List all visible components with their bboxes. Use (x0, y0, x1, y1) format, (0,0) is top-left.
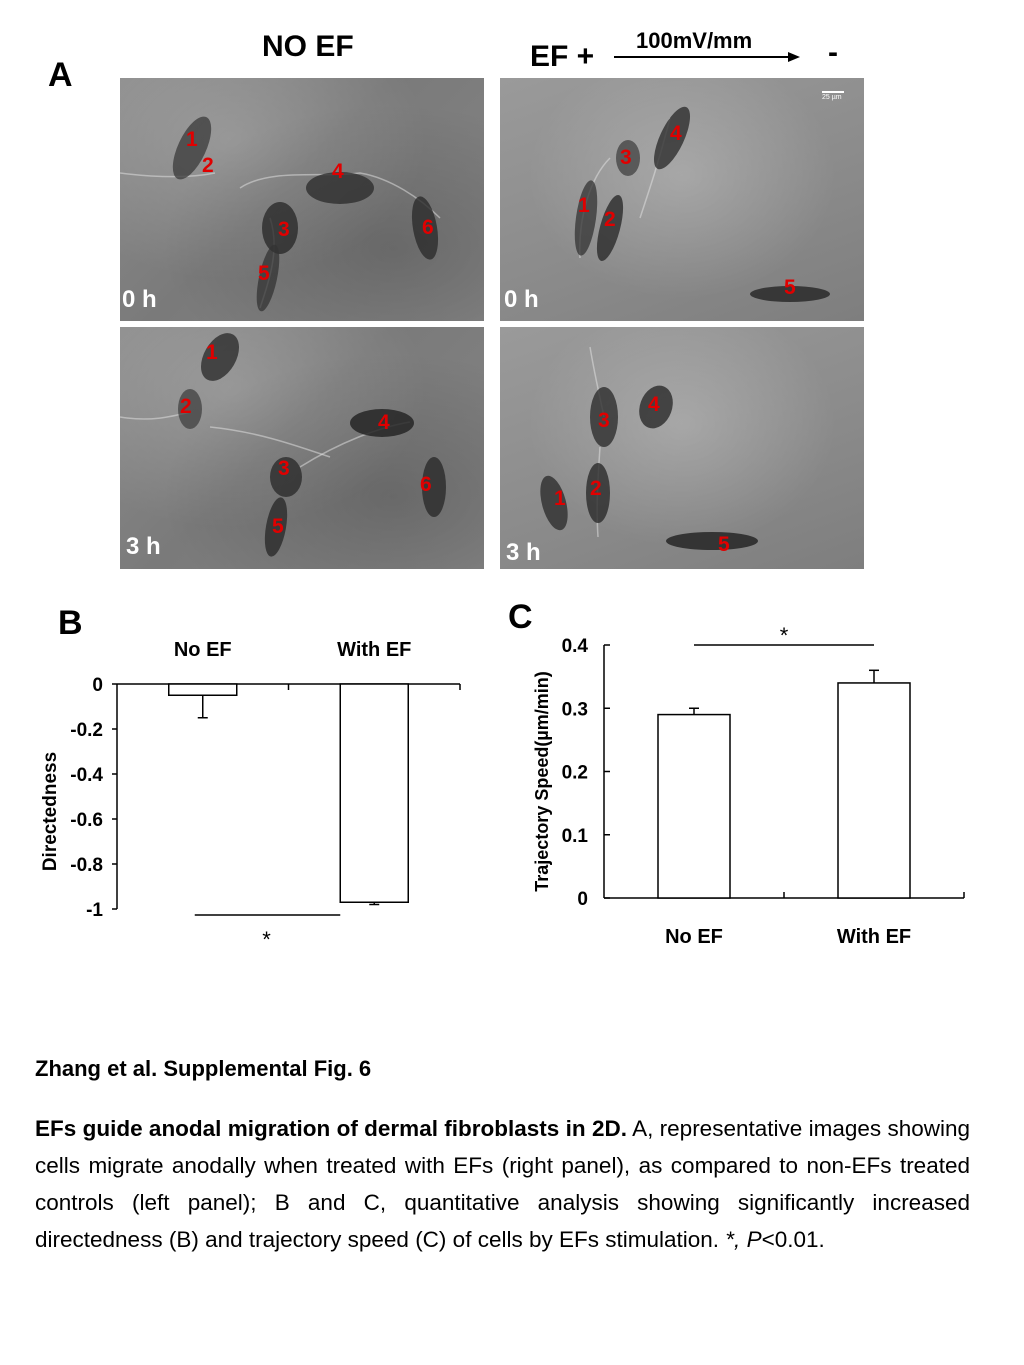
y-tick-label: 0 (577, 889, 588, 910)
cathode-symbol: - (828, 36, 838, 69)
y-tick-label: 0.1 (561, 825, 588, 847)
micrograph-no-ef-3h (120, 327, 484, 569)
category-label: No EF (173, 639, 232, 661)
time-label: 0 h (504, 286, 539, 313)
cell-number: 4 (648, 393, 660, 416)
cell-number: 4 (378, 411, 390, 434)
cell-number: 6 (420, 473, 432, 496)
ef-title: EF + (530, 40, 595, 73)
cell-number: 1 (554, 487, 566, 510)
figure-reference: Zhang et al. Supplemental Fig. 6 (35, 1056, 372, 1081)
cell-number: 1 (186, 128, 198, 151)
cell-number: 6 (422, 216, 434, 239)
category-label: With EF (836, 926, 912, 948)
significance-marker: * (262, 927, 271, 952)
y-tick-label: -1 (86, 900, 103, 921)
cell-number: 2 (590, 477, 602, 500)
time-label: 3 h (126, 533, 161, 560)
y-axis-label: Trajectory Speed(µm/min) (532, 671, 552, 892)
micrograph-ef-3h (500, 327, 864, 569)
cell-number: 2 (180, 395, 192, 418)
panel-b-label: B (58, 604, 83, 642)
micrograph-no-ef-0h (120, 78, 484, 321)
bar (658, 715, 730, 898)
cell-shapes-ef-0h (500, 78, 864, 321)
cell-number: 3 (620, 146, 632, 169)
y-tick-label: -0.8 (70, 855, 103, 876)
cell-number: 5 (258, 262, 270, 285)
caption-lead: EFs guide anodal migration of dermal fibroblasts in 2D. (35, 1116, 627, 1141)
cell-number: 5 (718, 533, 730, 556)
y-tick-label: 0.3 (561, 699, 588, 721)
micrograph-ef-0h (500, 78, 864, 321)
bar (169, 684, 237, 695)
bar (340, 684, 408, 902)
panel-c-label: C (508, 598, 533, 636)
panel-a-label: A (48, 56, 73, 94)
cell-number: 1 (578, 194, 590, 217)
time-label: 3 h (506, 539, 541, 566)
cell-number: 2 (202, 154, 214, 177)
y-tick-label: -0.4 (70, 765, 103, 786)
cell-number: 5 (784, 276, 796, 299)
y-axis-label: Directedness (40, 751, 61, 872)
cell-number: 3 (278, 218, 290, 241)
y-tick-label: 0.4 (561, 636, 588, 657)
y-tick-label: -0.6 (70, 810, 103, 831)
cell-number: 4 (670, 122, 682, 145)
field-direction-arrow-icon (612, 50, 802, 64)
significance-marker: * (779, 623, 789, 648)
y-tick-label: -0.2 (70, 720, 103, 741)
scale-bar-label: 25 µm (822, 94, 842, 101)
cell-shapes-no-ef-3h (120, 327, 484, 569)
trajectory-speed-chart (500, 600, 1000, 960)
cell-number: 5 (272, 515, 284, 538)
cell-number: 3 (598, 409, 610, 432)
category-label: With EF (337, 639, 412, 661)
y-tick-label: 0 (92, 675, 103, 696)
y-tick-label: 0.2 (561, 762, 588, 784)
cell-number: 1 (206, 341, 218, 364)
cell-number: 3 (278, 457, 290, 480)
time-label: 0 h (122, 286, 157, 313)
figure-caption (35, 1110, 970, 1258)
directedness-chart (0, 620, 500, 960)
cell-number: 4 (332, 160, 344, 183)
caption-p-marker: *, (725, 1227, 741, 1252)
cell-shapes-ef-3h (500, 327, 864, 569)
cell-number: 2 (604, 208, 616, 231)
caption-body: A, representative images showing cells migrate anodally when treated with EFs (right panel), as compared to non-EFs treated controls (left panel); B and C, quantitative analysis showing significantly increased directedness (B) and trajectory speed (C) of cells by EFs stimulation. (35, 1116, 970, 1252)
cell-shapes-no-ef-0h (120, 78, 484, 321)
caption-p-value: <0.01. (761, 1227, 825, 1252)
bar (838, 683, 910, 898)
field-strength-label: 100mV/mm (636, 28, 753, 53)
no-ef-title: NO EF (262, 30, 354, 63)
caption-p-letter: P (746, 1227, 762, 1252)
category-label: No EF (665, 926, 723, 948)
